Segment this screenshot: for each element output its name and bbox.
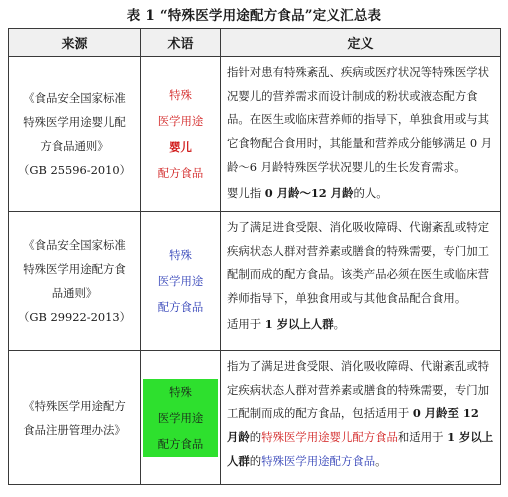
source-line: 《特殊医学用途配方 (23, 398, 126, 413)
term-cell (141, 212, 221, 351)
term-line-wrap (143, 379, 218, 405)
source-line: 特殊医学用途配方食 (23, 262, 126, 276)
definition-cell (221, 57, 501, 212)
source-cell (9, 351, 141, 485)
note-text: 适用于 (227, 316, 265, 331)
table-row (9, 57, 501, 212)
def-text: 指为了满足进食受限、消化吸收障碍、代谢紊乱或特定疾病状态人群对营养素或膳食的特殊需要，专门加工配制而成的配方食品，包括适用于 (227, 359, 489, 421)
note-bold: 0 月龄～12 月龄 (264, 185, 354, 200)
term-line: 配方食品 (157, 166, 204, 180)
def-red-term: 特殊医学用途婴儿配方食品 (261, 430, 398, 445)
def-bold: 0 月龄至 12 月龄 (227, 406, 479, 445)
def-blue-term: 特殊医学用途配方食品 (261, 453, 376, 468)
term-line: 特殊 (169, 88, 192, 102)
definition-text: 指针对患有特殊紊乱、疾病或医疗状况等特殊医学状况婴儿的营养需求而设计制成的粉状或液态配方食品。在医生或临床营养师的指导下，单独食用或与其它食物配合食用时，其能量和营养成分能够满足 0 月龄～6 月龄特殊医学状况婴儿的生长发育需求。 (227, 65, 493, 174)
note-text: 婴儿指 (227, 185, 265, 200)
term-cell (141, 57, 221, 212)
term-cell (141, 351, 221, 485)
def-text: 。 (375, 453, 387, 468)
source-line: 特殊医学用途婴儿配 (23, 115, 126, 129)
table-caption: 表 1 “特殊医学用途配方食品”定义汇总表 (126, 8, 382, 24)
term-line: 特殊 (169, 248, 192, 262)
term-line-infant: 婴儿 (169, 140, 192, 154)
header-source: 来源 (9, 29, 141, 57)
definition-text: 为了满足进食受限、消化吸收障碍、代谢紊乱或特定疾病状态人群对营养素或膳食的特殊需要，专门加工配制而成的配方食品。该类产品必须在医生或临床营养师指导下，单独食用或与其他食品配合食用。 (227, 220, 489, 306)
source-line: 品通则》 (51, 286, 98, 300)
header-row (9, 29, 501, 57)
source-cell (9, 212, 141, 351)
term-line: 配方食品 (143, 431, 218, 457)
term-line-wrap (143, 431, 218, 457)
header-term: 术语 (141, 29, 221, 57)
table-row (9, 351, 501, 485)
note-text: 的人。 (353, 185, 388, 200)
definition-note (227, 313, 494, 337)
note-bold: 1 岁以上人群 (264, 316, 334, 331)
source-line: （GB 25596-2010） (18, 163, 131, 177)
def-bold: 1 岁以上人群 (227, 430, 494, 468)
source-line: 方食品通则》 (40, 139, 109, 153)
term-line: 医学用途 (157, 114, 204, 128)
source-line: （GB 29922-2013） (18, 310, 131, 324)
definition-cell (221, 351, 501, 485)
term-line: 医学用途 (157, 274, 204, 288)
header-definition: 定义 (221, 29, 501, 57)
term-line-wrap (143, 405, 218, 431)
term-line: 医学用途 (143, 405, 218, 431)
term-line: 特殊 (143, 379, 218, 405)
def-text: 的 (249, 430, 262, 445)
term-line: 配方食品 (157, 300, 204, 314)
definition-note (227, 182, 494, 206)
definition-table (8, 28, 501, 485)
definition-cell (221, 212, 501, 351)
definition-text (227, 355, 494, 474)
def-text: 和适用于 (397, 430, 448, 445)
source-cell (9, 57, 141, 212)
note-text: 。 (333, 316, 346, 331)
table-row (9, 212, 501, 351)
def-text: 的 (249, 453, 262, 468)
source-line: 《食品安全国家标准 (23, 91, 126, 105)
source-line: 《食品安全国家标准 (23, 238, 126, 252)
source-line: 食品注册管理办法》 (23, 422, 126, 437)
